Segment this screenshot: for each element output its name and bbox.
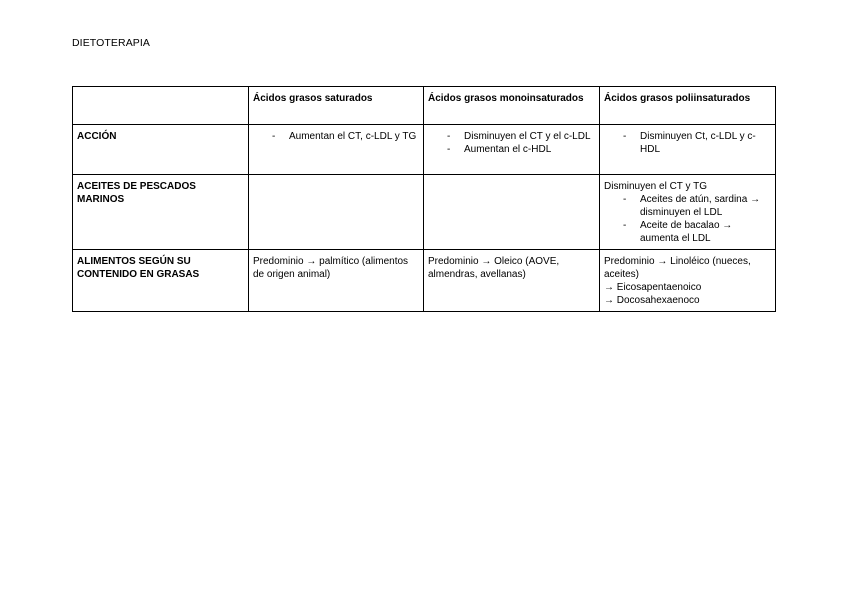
- list-item: - Disminuyen el CT y el c-LDL: [428, 130, 595, 143]
- table-header-row: [73, 87, 776, 125]
- header-cell-monoinsaturados: Ácidos grasos monoinsaturados: [424, 87, 600, 125]
- cell-aceites-poliinsaturados: [600, 175, 776, 250]
- cell-aceites-monoinsaturados: [424, 175, 600, 250]
- cell-line: → Docosahexaenoco: [604, 295, 700, 306]
- header-cell-poliinsaturados: Ácidos grasos poliinsaturados: [600, 87, 776, 125]
- row-label-aceites: ACEITES DE PESCADOS MARINOS: [73, 175, 249, 250]
- cell-alimentos-monoinsaturados: Predominio → Oleico (AOVE, almendras, avellanas): [424, 250, 600, 312]
- cell-accion-saturados: [249, 125, 424, 175]
- cell-aceites-saturados: [249, 175, 424, 250]
- cell-alimentos-saturados: Predominio → palmítico (alimentos de origen animal): [249, 250, 424, 312]
- table-row-alimentos: [73, 250, 776, 312]
- row-label-alimentos: ALIMENTOS SEGÚN SU CONTENIDO EN GRASAS: [73, 250, 249, 312]
- cell-accion-monoinsaturados: [424, 125, 600, 175]
- fatty-acids-table: [72, 86, 776, 312]
- cell-accion-poliinsaturados: [600, 125, 776, 175]
- cell-alimentos-poliinsaturados: [600, 250, 776, 312]
- table-row-aceites: [73, 175, 776, 250]
- header-cell-empty: [73, 87, 249, 125]
- header-cell-saturados: Ácidos grasos saturados: [249, 87, 424, 125]
- list-item: - Aumentan el CT, c-LDL y TG: [253, 130, 419, 143]
- page-header: DIETOTERAPIA: [72, 37, 151, 49]
- list-item: - Aceite de bacalao → aumenta el LDL: [604, 219, 771, 245]
- cell-intro-text: Disminuyen el CT y TG: [604, 181, 707, 192]
- cell-line: → Eicosapentaenoico: [604, 282, 702, 293]
- list-item: - Disminuyen Ct, c-LDL y c-HDL: [604, 130, 771, 156]
- row-label-accion: ACCIÓN: [73, 125, 249, 175]
- list-item: - Aumentan el c-HDL: [428, 143, 595, 156]
- list-item: - Aceites de atún, sardina → disminuyen el LDL: [604, 193, 771, 219]
- table-row-accion: [73, 125, 776, 175]
- cell-line: Predominio → Linoléico (nueces, aceites): [604, 256, 751, 280]
